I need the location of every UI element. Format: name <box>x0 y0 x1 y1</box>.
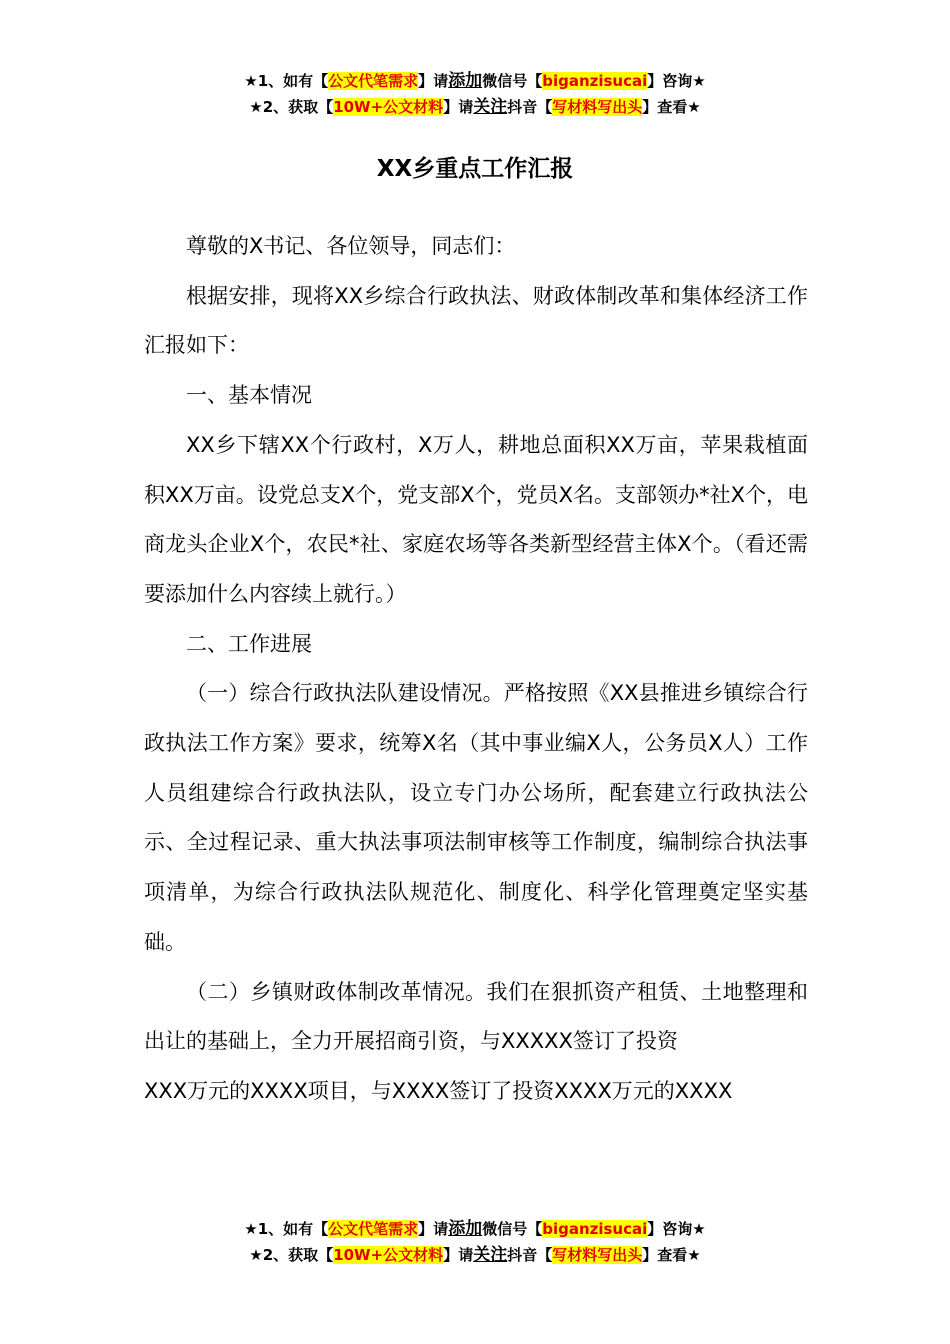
highlight-text: 10W+公文材料 <box>333 98 444 116</box>
banner-line-1 <box>0 1216 950 1242</box>
banner-text: 微信号【 <box>482 72 543 90</box>
body-paragraph: （二）乡镇财政体制改革情况。我们在狠抓资产租赁、土地整理和出让的基础上，全力开展招商引资，与XXXXX签订了投资 <box>144 979 808 1054</box>
body-paragraph-continued: XXX万元的XXXX项目，与XXXX签订了投资XXXX万元的XXXX <box>144 1078 733 1103</box>
banner-line-2 <box>0 94 950 120</box>
star-icon: ★ <box>687 98 701 116</box>
star-icon: ★ <box>244 1220 258 1238</box>
highlight-text: 写材料写出头 <box>552 98 643 116</box>
banner-text: 】查看 <box>642 98 688 116</box>
highlight-text: 写材料写出头 <box>552 1246 643 1264</box>
banner-text: 】请 <box>443 1246 474 1264</box>
banner-text: 1、如有【 <box>257 72 329 90</box>
banner-text: 2、获取【 <box>262 1246 334 1264</box>
banner-text: 抖音【 <box>507 98 553 116</box>
banner-text: 1、如有【 <box>257 1220 329 1238</box>
underlined-text: 关注 <box>473 97 508 117</box>
underlined-text: 添加 <box>448 71 483 91</box>
banner-text: 】查看 <box>642 1246 688 1264</box>
document-body <box>144 222 808 1117</box>
highlight-text: biganzisucai <box>542 72 648 90</box>
banner-text: 2、获取【 <box>262 98 334 116</box>
intro-paragraph: 根据安排，现将XX乡综合行政执法、财政体制改革和集体经济工作汇报如下： <box>144 283 808 358</box>
banner-text: 】咨询 <box>647 72 693 90</box>
highlight-text: 公文代笔需求 <box>328 72 419 90</box>
body-paragraph: XX乡下辖XX个行政村，X万人，耕地总面积XX万亩，苹果栽植面积XX万亩。设党总支X个，党支部X个，党员X名。支部领办*社X个，电商龙头企业X个，农民*社、家庭农场等各类新型经营主体X个。（看还需要添加什么内容续上就行。） <box>144 432 808 606</box>
star-icon: ★ <box>249 98 263 116</box>
highlight-text: 10W+公文材料 <box>333 1246 444 1264</box>
star-icon: ★ <box>687 1246 701 1264</box>
star-icon: ★ <box>249 1246 263 1264</box>
banner-text: 】咨询 <box>647 1220 693 1238</box>
star-icon: ★ <box>244 72 258 90</box>
footer-banner <box>0 1216 950 1268</box>
highlight-text: 公文代笔需求 <box>328 1220 419 1238</box>
document-title: XX乡重点工作汇报 <box>376 156 574 182</box>
header-banner <box>0 68 950 120</box>
banner-text: 】请 <box>418 1220 449 1238</box>
section-heading: 二、工作进展 <box>186 631 312 656</box>
salutation: 尊敬的X书记、各位领导，同志们： <box>186 234 516 258</box>
banner-text: 抖音【 <box>507 1246 553 1264</box>
banner-line-1 <box>0 68 950 94</box>
body-paragraph: （一）综合行政执法队建设情况。严格按照《XX县推进乡镇综合行政执法工作方案》要求，统筹X名（其中事业编X人，公务员X人）工作人员组建综合行政执法队，设立专门办公场所，配套建立行政执法公示、全过程记录、重大执法事项法制审核等工作制度，编制综合执法事项清单，为综合行政执法队规范化、制度化、科学化管理奠定坚实基础。 <box>144 681 808 954</box>
banner-line-2 <box>0 1242 950 1268</box>
star-icon: ★ <box>692 72 706 90</box>
section-heading: 一、基本情况 <box>186 383 312 408</box>
underlined-text: 关注 <box>473 1245 508 1265</box>
banner-text: 】请 <box>418 72 449 90</box>
banner-text: 】请 <box>443 98 474 116</box>
underlined-text: 添加 <box>448 1219 483 1239</box>
banner-text: 微信号【 <box>482 1220 543 1238</box>
star-icon: ★ <box>692 1220 706 1238</box>
highlight-text: biganzisucai <box>542 1220 648 1238</box>
